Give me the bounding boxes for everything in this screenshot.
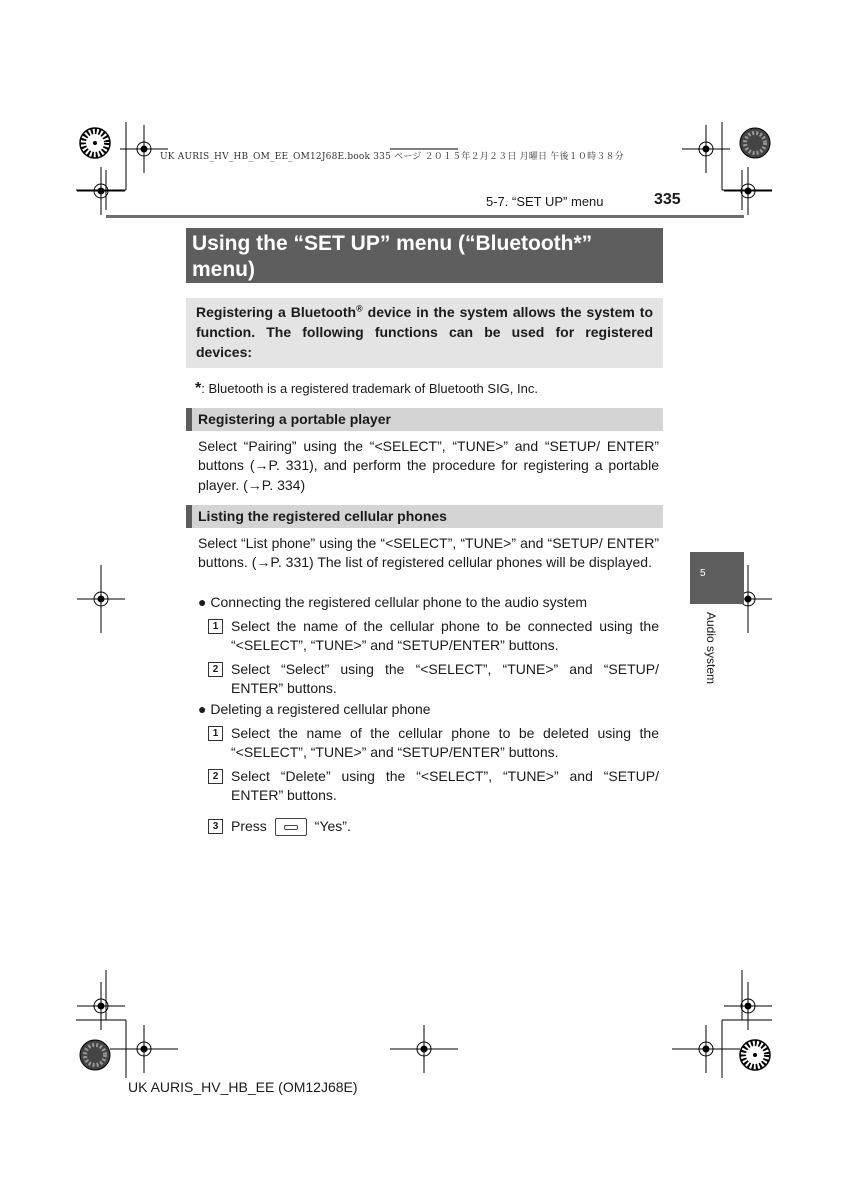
step-number: 3 (208, 819, 223, 834)
section-heading-registered-phones: Listing the registered cellular phones (186, 505, 663, 528)
step-text: Select the name of the cellular phone to be connected using the “<SELECT”, “TUNE>” and “SETUP/ENTER” buttons. (231, 618, 659, 654)
bullet-deleting: ● Deleting a registered cellular phone (198, 701, 431, 717)
yes-label: “Yes”. (314, 818, 351, 834)
header-rule (106, 215, 744, 218)
section1-body: Select “Pairing” using the “<SELECT”, “TUNE>” and “SETUP/ ENTER” buttons (→P. 331), and perform the procedure for registering a portable player. (→P. 334) (198, 438, 659, 493)
footnote-star: * (195, 380, 202, 397)
header-section-title: 5-7. “SET UP” menu (486, 194, 604, 209)
step-delete-3 (208, 817, 659, 839)
step-delete-2 (208, 767, 659, 807)
intro-text-1: Registering a Bluetooth (196, 304, 357, 320)
step-number: 1 (208, 619, 223, 634)
section2-body: Select “List phone” using the “<SELECT”, “TUNE>” and “SETUP/ ENTER” buttons. (→P. 331) The list of registered cellular phones will be displayed. (198, 535, 659, 571)
footnote (195, 380, 538, 398)
section-heading-portable-player: Registering a portable player (186, 408, 663, 431)
step-number: 2 (208, 769, 223, 784)
step-number: 1 (208, 726, 223, 741)
step-text: Select “Delete” using the “<SELECT”, “TUNE>” and “SETUP/ ENTER” buttons. (231, 768, 659, 804)
step-text (231, 817, 659, 836)
intro-text-2: device in the system allows the system to function. The following functions can be used for registered devices: (196, 304, 653, 360)
registered-mark: ® (356, 303, 363, 314)
chapter-label: Audio system (704, 612, 718, 685)
step-connect-2 (208, 660, 659, 700)
phone-button-icon (275, 818, 307, 836)
step-connect-1 (208, 617, 659, 657)
print-info: UK AURIS_HV_HB_OM_EE_OM12J68E.book 335 ページ ２０１５年２月２３日 月曜日 午後１０時３８分 (160, 152, 624, 162)
footnote-text: : Bluetooth is a registered trademark of Bluetooth SIG, Inc. (201, 381, 538, 396)
page-number: 335 (654, 191, 681, 208)
footer-code: UK AURIS_HV_HB_EE (OM12J68E) (128, 1079, 358, 1095)
step-text: Select the name of the cellular phone to be deleted using the “<SELECT”, “TUNE>” and “SETUP/ENTER” buttons. (231, 725, 659, 761)
chapter-tab (690, 552, 744, 604)
step-number: 2 (208, 662, 223, 677)
bullet-connecting: ● Connecting the registered cellular phone to the audio system (198, 594, 588, 610)
step-text: Select “Select” using the “<SELECT”, “TUNE>” and “SETUP/ ENTER” buttons. (231, 661, 659, 697)
step-delete-1 (208, 724, 659, 764)
press-label: Press (231, 818, 267, 834)
intro-box (186, 298, 663, 368)
page-title: Using the “SET UP” menu (“Bluetooth*” menu) (186, 228, 663, 283)
chapter-number: 5 (700, 568, 706, 579)
